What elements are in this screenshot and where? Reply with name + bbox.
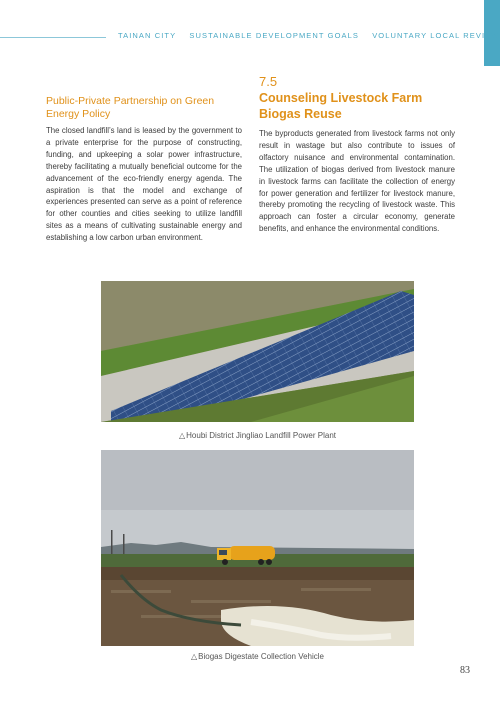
photo-caption-1: △Houbi District Jingliao Landfill Power Plant (178, 431, 336, 440)
header-review: VOLUNTARY LOCAL REVIEW (372, 31, 500, 40)
right-section-title: Counseling Livestock Farm Biogas Reuse (259, 91, 423, 121)
header-city: TAINAN CITY (118, 31, 177, 40)
section-number: 7.5 (259, 74, 278, 89)
left-body-text: The closed landfill’s land is leased by the government to a private enterprise for the purpose of constructing, funding, and upkeeping a solar power infrastructure, thereby facilitating a mutually beneficial outcome for the advancement of the eco-friendly energy agenda. The aspiration is that the model and exchange of experiences presented can serve as a point of reference for other counties and cities seeking to utilize landfill sites as a means of cultivating sustainable energy and establishing a low carbon urban environment. (46, 126, 242, 243)
photo-caption-2: △Biogas Digestate Collection Vehicle (190, 652, 324, 661)
header-goals: SUSTAINABLE DEVELOPMENT GOALS (189, 31, 359, 40)
biogas-vehicle-photo (101, 450, 414, 646)
solar-plant-photo (101, 281, 414, 422)
left-section-title: Public-Private Partnership on Green Energy Policy (46, 95, 215, 120)
right-body-text: The byproducts generated from livestock farms not only result in wastage but also contribute to issues of olfactory nuisance and environmental contamination. The utilization of biogas derived from livestock manure in livestock farms can facilitate the collection of energy for power generation and fertilizer for livestock manure, thereby promoting the recycling of livestock waste. This approach can foster a circular economy, generate benefits, and enhance the environmental conditions. (259, 129, 455, 234)
header-rule (0, 37, 106, 38)
triangle-icon: △ (178, 431, 186, 440)
left-column (46, 95, 242, 244)
running-header (118, 31, 500, 40)
page-number: 83 (460, 665, 470, 676)
triangle-icon: △ (190, 652, 198, 661)
right-column (259, 74, 455, 235)
